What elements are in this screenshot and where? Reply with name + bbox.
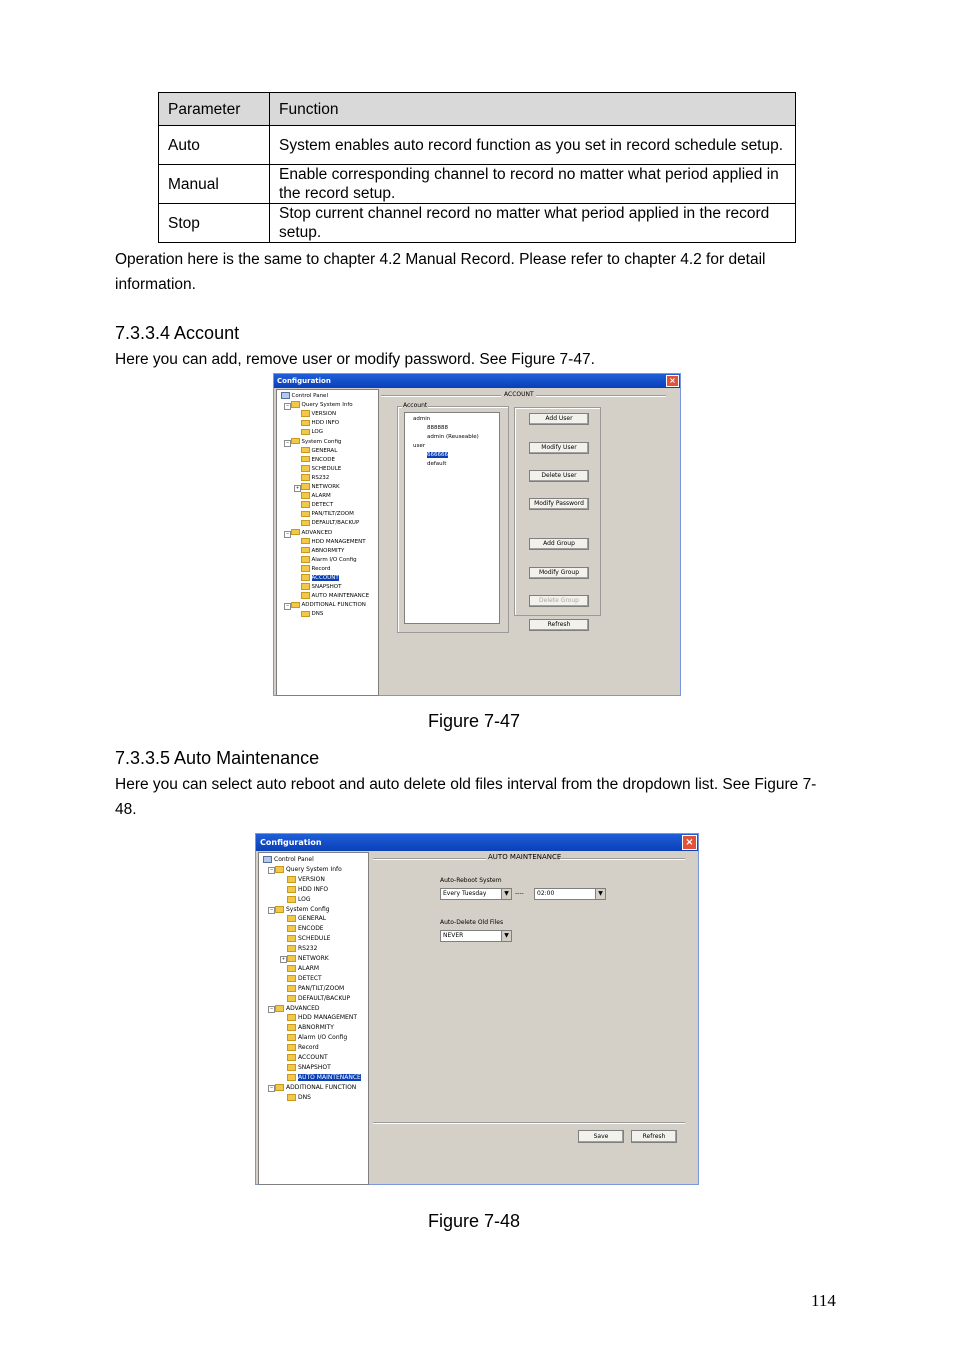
group-title: ACCOUNT	[504, 391, 534, 398]
folder-icon	[301, 429, 310, 436]
table-cell: Auto	[159, 126, 270, 165]
tree-item[interactable]	[301, 556, 357, 565]
account-tree-item[interactable]	[427, 433, 479, 442]
tree-item[interactable]	[263, 855, 314, 865]
tree-item-label: GENERAL	[298, 915, 327, 923]
figure-caption: Figure 7-48	[428, 1211, 521, 1231]
auto-reboot-label: Auto-Reboot System	[440, 877, 502, 884]
table-row	[159, 165, 796, 204]
tree-item[interactable]	[301, 565, 331, 574]
account-tree-item[interactable]	[413, 415, 430, 424]
tree-item[interactable]	[301, 510, 354, 519]
tree-item[interactable]	[301, 610, 323, 619]
tree-item-label: SCHEDULE	[311, 465, 342, 472]
figure-caption: Figure 7-47	[428, 711, 521, 731]
tree-item[interactable]	[275, 905, 330, 915]
tree-item[interactable]	[301, 428, 323, 437]
account-tree-label: admin (Reuseable)	[427, 434, 479, 440]
computer-icon	[263, 856, 272, 863]
folder-icon	[301, 511, 310, 518]
tree-item-label: PAN/TILT/ZOOM	[311, 511, 354, 518]
tree-item-label: Control Panel	[274, 856, 314, 863]
auto-delete-select[interactable]	[440, 930, 512, 942]
tree-item[interactable]	[301, 465, 341, 474]
tree-item-label: VERSION	[311, 411, 337, 418]
configuration-window-auto-maintenance	[255, 833, 699, 1185]
table-cell: System enables auto record function as you set in record schedule setup.	[270, 126, 796, 165]
table-header-cell: Parameter	[159, 93, 270, 126]
tree-item-label: DNS	[298, 1093, 311, 1101]
table-header-row	[159, 93, 796, 126]
tree-item[interactable]	[275, 1004, 320, 1014]
refresh-button[interactable]: Refresh	[529, 619, 589, 631]
tree-item-label: DEFAULT/BACKUP	[298, 994, 351, 1002]
section-heading: 7.3.3.4 Account	[115, 323, 240, 343]
folder-icon	[287, 965, 296, 972]
folder-icon	[291, 602, 300, 609]
tree-item-label: HDD MANAGEMENT	[311, 538, 366, 545]
group-line	[373, 858, 486, 860]
folder-icon	[301, 456, 310, 463]
tree-item[interactable]	[287, 954, 329, 964]
tree-item-label: ENCODE	[298, 925, 324, 933]
reboot-day-select[interactable]	[440, 888, 512, 900]
tree-item-label: AUTO MAINTENANCE	[298, 1073, 361, 1081]
folder-icon	[301, 538, 310, 545]
folder-icon	[301, 501, 310, 508]
tree-item[interactable]	[301, 474, 329, 483]
tree-item-label: GENERAL	[311, 447, 338, 454]
tree-item[interactable]	[301, 592, 369, 601]
folder-icon	[301, 583, 310, 590]
tree-item[interactable]	[301, 483, 340, 492]
tree-item[interactable]	[301, 547, 344, 556]
folder-icon	[287, 896, 296, 903]
tree-item[interactable]	[287, 1093, 311, 1103]
folder-icon	[287, 995, 296, 1002]
table-cell: Enable corresponding channel to record no matter what period applied in the record setup.	[270, 165, 796, 204]
tree-item-label: SNAPSHOT	[298, 1063, 331, 1071]
tree-item[interactable]	[287, 974, 322, 984]
folder-icon	[301, 520, 310, 527]
expand-toggle-icon[interactable]: −	[285, 403, 290, 409]
tree-item[interactable]	[301, 501, 333, 510]
footer-line	[373, 1122, 685, 1124]
config-tree	[276, 389, 379, 696]
account-list[interactable]	[404, 412, 500, 624]
close-icon[interactable]: ×	[666, 375, 679, 387]
folder-icon	[287, 975, 296, 982]
chevron-down-icon: ▼	[501, 931, 511, 941]
folder-icon	[301, 410, 310, 417]
tree-item[interactable]	[287, 944, 317, 954]
group-title: AUTO MAINTENANCE	[488, 853, 562, 861]
add-group-button[interactable]: Add Group	[529, 538, 589, 550]
folder-icon	[287, 1074, 296, 1081]
tree-item-label: ABNORMITY	[298, 1024, 334, 1032]
tree-item[interactable]	[301, 456, 335, 465]
tree-item[interactable]	[287, 964, 319, 974]
account-tree-item[interactable]	[413, 442, 425, 451]
tree-item[interactable]	[301, 492, 331, 501]
folder-icon	[301, 611, 310, 618]
tree-item[interactable]	[287, 1013, 357, 1023]
tree-item-label: ENCODE	[311, 456, 335, 463]
tree-item-label: DETECT	[298, 974, 322, 982]
folder-icon	[275, 866, 284, 873]
folder-icon	[287, 985, 296, 992]
button-groupbox	[514, 407, 601, 616]
tree-item-label: HDD INFO	[298, 885, 329, 893]
paragraph: Operation here is the same to chapter 4.2 Manual Record. Please refer to chapter 4.2 for detail information.	[115, 251, 766, 293]
tree-item[interactable]	[287, 924, 324, 934]
close-icon[interactable]: ×	[682, 835, 697, 850]
tree-item-label: DETECT	[311, 502, 334, 509]
tree-item[interactable]	[301, 519, 359, 528]
tree-item[interactable]	[301, 574, 339, 583]
folder-icon	[275, 1084, 284, 1091]
folder-icon	[301, 420, 310, 427]
table-cell: Manual	[159, 165, 270, 204]
tree-item[interactable]	[287, 1033, 347, 1043]
save-button[interactable]: Save	[578, 1130, 624, 1143]
expand-toggle-icon[interactable]: +	[295, 485, 300, 491]
tree-item-label: Alarm I/O Config	[298, 1034, 348, 1042]
account-tree-label: 666666	[427, 452, 448, 458]
tree-item[interactable]	[287, 895, 311, 905]
group-line	[536, 395, 666, 397]
folder-icon	[275, 1005, 284, 1012]
folder-icon	[301, 492, 310, 499]
tree-item-label: Query System Info	[286, 865, 342, 873]
tree-item[interactable]	[301, 538, 366, 547]
group-line	[381, 395, 501, 397]
tree-item[interactable]	[287, 984, 344, 994]
reboot-time-value: 02:00	[537, 890, 555, 897]
group-line	[560, 858, 685, 860]
table-row	[159, 204, 796, 243]
folder-icon	[301, 465, 310, 472]
tree-item[interactable]	[291, 438, 341, 447]
folder-icon	[287, 886, 296, 893]
folder-icon	[301, 483, 310, 490]
tree-item-label: ALARM	[311, 493, 331, 500]
account-tree-label: default	[427, 461, 447, 467]
folder-icon	[275, 906, 284, 913]
tree-item-label: NETWORK	[298, 955, 329, 962]
config-tree	[258, 852, 369, 1185]
tree-item-label: NETWORK	[311, 484, 340, 490]
tree-item-label: HDD MANAGEMENT	[298, 1014, 357, 1022]
tree-item[interactable]	[275, 1083, 356, 1093]
window-title: Configuration	[274, 374, 680, 388]
auto-delete-value: NEVER	[443, 932, 464, 939]
tree-item[interactable]	[281, 392, 328, 401]
folder-icon	[287, 1054, 296, 1061]
tree-item[interactable]	[287, 1053, 328, 1063]
modify-user-button[interactable]: Modify User	[529, 442, 589, 454]
account-tree-item[interactable]	[427, 460, 446, 469]
tree-item[interactable]	[301, 410, 336, 419]
expand-toggle-icon[interactable]: −	[269, 1005, 274, 1011]
expand-toggle-icon[interactable]: −	[285, 530, 290, 536]
tree-item[interactable]	[275, 865, 342, 875]
expand-toggle-icon[interactable]: −	[285, 439, 290, 445]
account-tree-item[interactable]	[427, 424, 448, 433]
expand-toggle-icon[interactable]: +	[281, 956, 286, 962]
tree-item-label: DEFAULT/BACKUP	[311, 520, 360, 527]
folder-icon	[287, 915, 296, 922]
tree-item-label: ADDITIONAL FUNCTION	[286, 1083, 357, 1091]
tree-item-label: DNS	[311, 611, 324, 618]
reboot-day-value: Every Tuesday	[443, 890, 487, 897]
tree-item[interactable]	[287, 875, 325, 885]
tree-item[interactable]	[291, 529, 332, 538]
computer-icon	[281, 392, 290, 399]
account-tree-label: 888888	[427, 425, 448, 431]
window-title: Configuration	[256, 834, 698, 851]
expand-toggle-icon[interactable]: −	[269, 1085, 274, 1091]
folder-icon	[287, 1034, 296, 1041]
tree-item-label: RS232	[298, 945, 318, 953]
tree-item-label: LOG	[311, 429, 323, 436]
tree-item[interactable]	[291, 401, 353, 410]
tree-item-label: Record	[298, 1044, 319, 1052]
folder-icon	[287, 955, 296, 962]
tree-item-label: ADVANCED	[286, 1004, 320, 1012]
tree-item-label: System Config	[286, 905, 330, 913]
folder-icon	[291, 438, 300, 445]
folder-icon	[287, 935, 296, 942]
tree-item-label: Record	[311, 565, 331, 572]
folder-icon	[287, 925, 296, 932]
tree-item-label: SNAPSHOT	[311, 584, 342, 591]
table-cell: Stop	[159, 204, 270, 243]
tree-item[interactable]	[291, 601, 366, 610]
expand-toggle-icon[interactable]: −	[285, 603, 290, 609]
chevron-down-icon: ▼	[501, 889, 511, 899]
expand-toggle-icon[interactable]: −	[269, 906, 274, 912]
tree-item[interactable]	[287, 885, 328, 895]
folder-icon	[301, 574, 310, 581]
auto-delete-label: Auto-Delete Old Files	[440, 919, 504, 926]
tree-item-label: PAN/TILT/ZOOM	[298, 984, 345, 992]
add-user-button[interactable]: Add User	[529, 413, 589, 425]
tree-item-label: ACCOUNT	[298, 1054, 328, 1061]
folder-icon	[287, 1024, 296, 1031]
tree-item[interactable]	[301, 447, 337, 456]
parameter-table	[158, 92, 796, 243]
time-separator: ----	[515, 890, 524, 897]
tree-item[interactable]	[287, 1063, 331, 1073]
tree-item[interactable]	[287, 934, 330, 944]
tree-item-label: Query System Info	[301, 402, 353, 409]
configuration-window-account	[273, 373, 681, 696]
table-header-cell: Function	[270, 93, 796, 126]
folder-icon	[287, 1014, 296, 1021]
account-box-label: Account	[403, 402, 428, 409]
tree-item[interactable]	[287, 1073, 361, 1083]
tree-item[interactable]	[287, 914, 326, 924]
account-tree-item[interactable]	[427, 451, 448, 460]
delete-user-button[interactable]: Delete User	[529, 470, 589, 482]
tree-item-label: System Config	[301, 438, 342, 445]
modify-group-button[interactable]: Modify Group	[529, 567, 589, 579]
chevron-down-icon: ▼	[595, 889, 605, 899]
folder-icon	[287, 1064, 296, 1071]
modify-password-button[interactable]: Modify Password	[529, 498, 589, 510]
folder-icon	[291, 401, 300, 408]
account-tree-label: admin	[413, 416, 431, 422]
folder-icon	[291, 529, 300, 536]
reboot-time-select[interactable]	[534, 888, 606, 900]
tree-item-label: HDD INFO	[311, 420, 340, 427]
table-row	[159, 126, 796, 165]
tree-item-label: AUTO MAINTENANCE	[311, 593, 370, 600]
page-number: 114	[811, 1291, 836, 1310]
expand-toggle-icon[interactable]: −	[269, 867, 274, 873]
tree-item[interactable]	[301, 583, 342, 592]
tree-item[interactable]	[287, 1023, 334, 1033]
tree-item[interactable]	[287, 994, 350, 1004]
tree-item-label: RS232	[311, 474, 330, 481]
tree-item-label: ADDITIONAL FUNCTION	[301, 602, 366, 609]
paragraph: Here you can select auto reboot and auto delete old files interval from the dropdown list. See Figure 7-48.	[115, 776, 817, 818]
tree-item-label: ADVANCED	[301, 529, 333, 536]
account-tree-label: user	[413, 443, 425, 449]
folder-icon	[287, 1044, 296, 1051]
folder-icon	[301, 592, 310, 599]
tree-item-label: ABNORMITY	[311, 547, 345, 554]
refresh-button[interactable]: Refresh	[631, 1130, 677, 1143]
folder-icon	[287, 945, 296, 952]
paragraph: Here you can add, remove user or modify password. See Figure 7-47.	[115, 351, 595, 368]
tree-item-label: LOG	[298, 895, 311, 903]
folder-icon	[287, 1094, 296, 1101]
tree-item-label: ACCOUNT	[311, 575, 339, 581]
tree-item-label: SCHEDULE	[298, 935, 331, 943]
folder-icon	[301, 565, 310, 572]
folder-icon	[301, 447, 310, 454]
tree-item[interactable]	[287, 1043, 319, 1053]
folder-icon	[287, 876, 296, 883]
tree-item[interactable]	[301, 419, 339, 428]
tree-item-label: VERSION	[298, 875, 325, 883]
folder-icon	[301, 547, 310, 554]
tree-item-label: ALARM	[298, 964, 320, 972]
folder-icon	[301, 474, 310, 481]
table-cell: Stop current channel record no matter what period applied in the record setup.	[270, 204, 796, 243]
delete-group-button[interactable]: Delete Group	[529, 595, 589, 607]
tree-item-label: Alarm I/O Config	[311, 556, 357, 563]
section-heading: 7.3.3.5 Auto Maintenance	[115, 748, 320, 768]
tree-item-label: Control Panel	[291, 393, 328, 399]
folder-icon	[301, 556, 310, 563]
